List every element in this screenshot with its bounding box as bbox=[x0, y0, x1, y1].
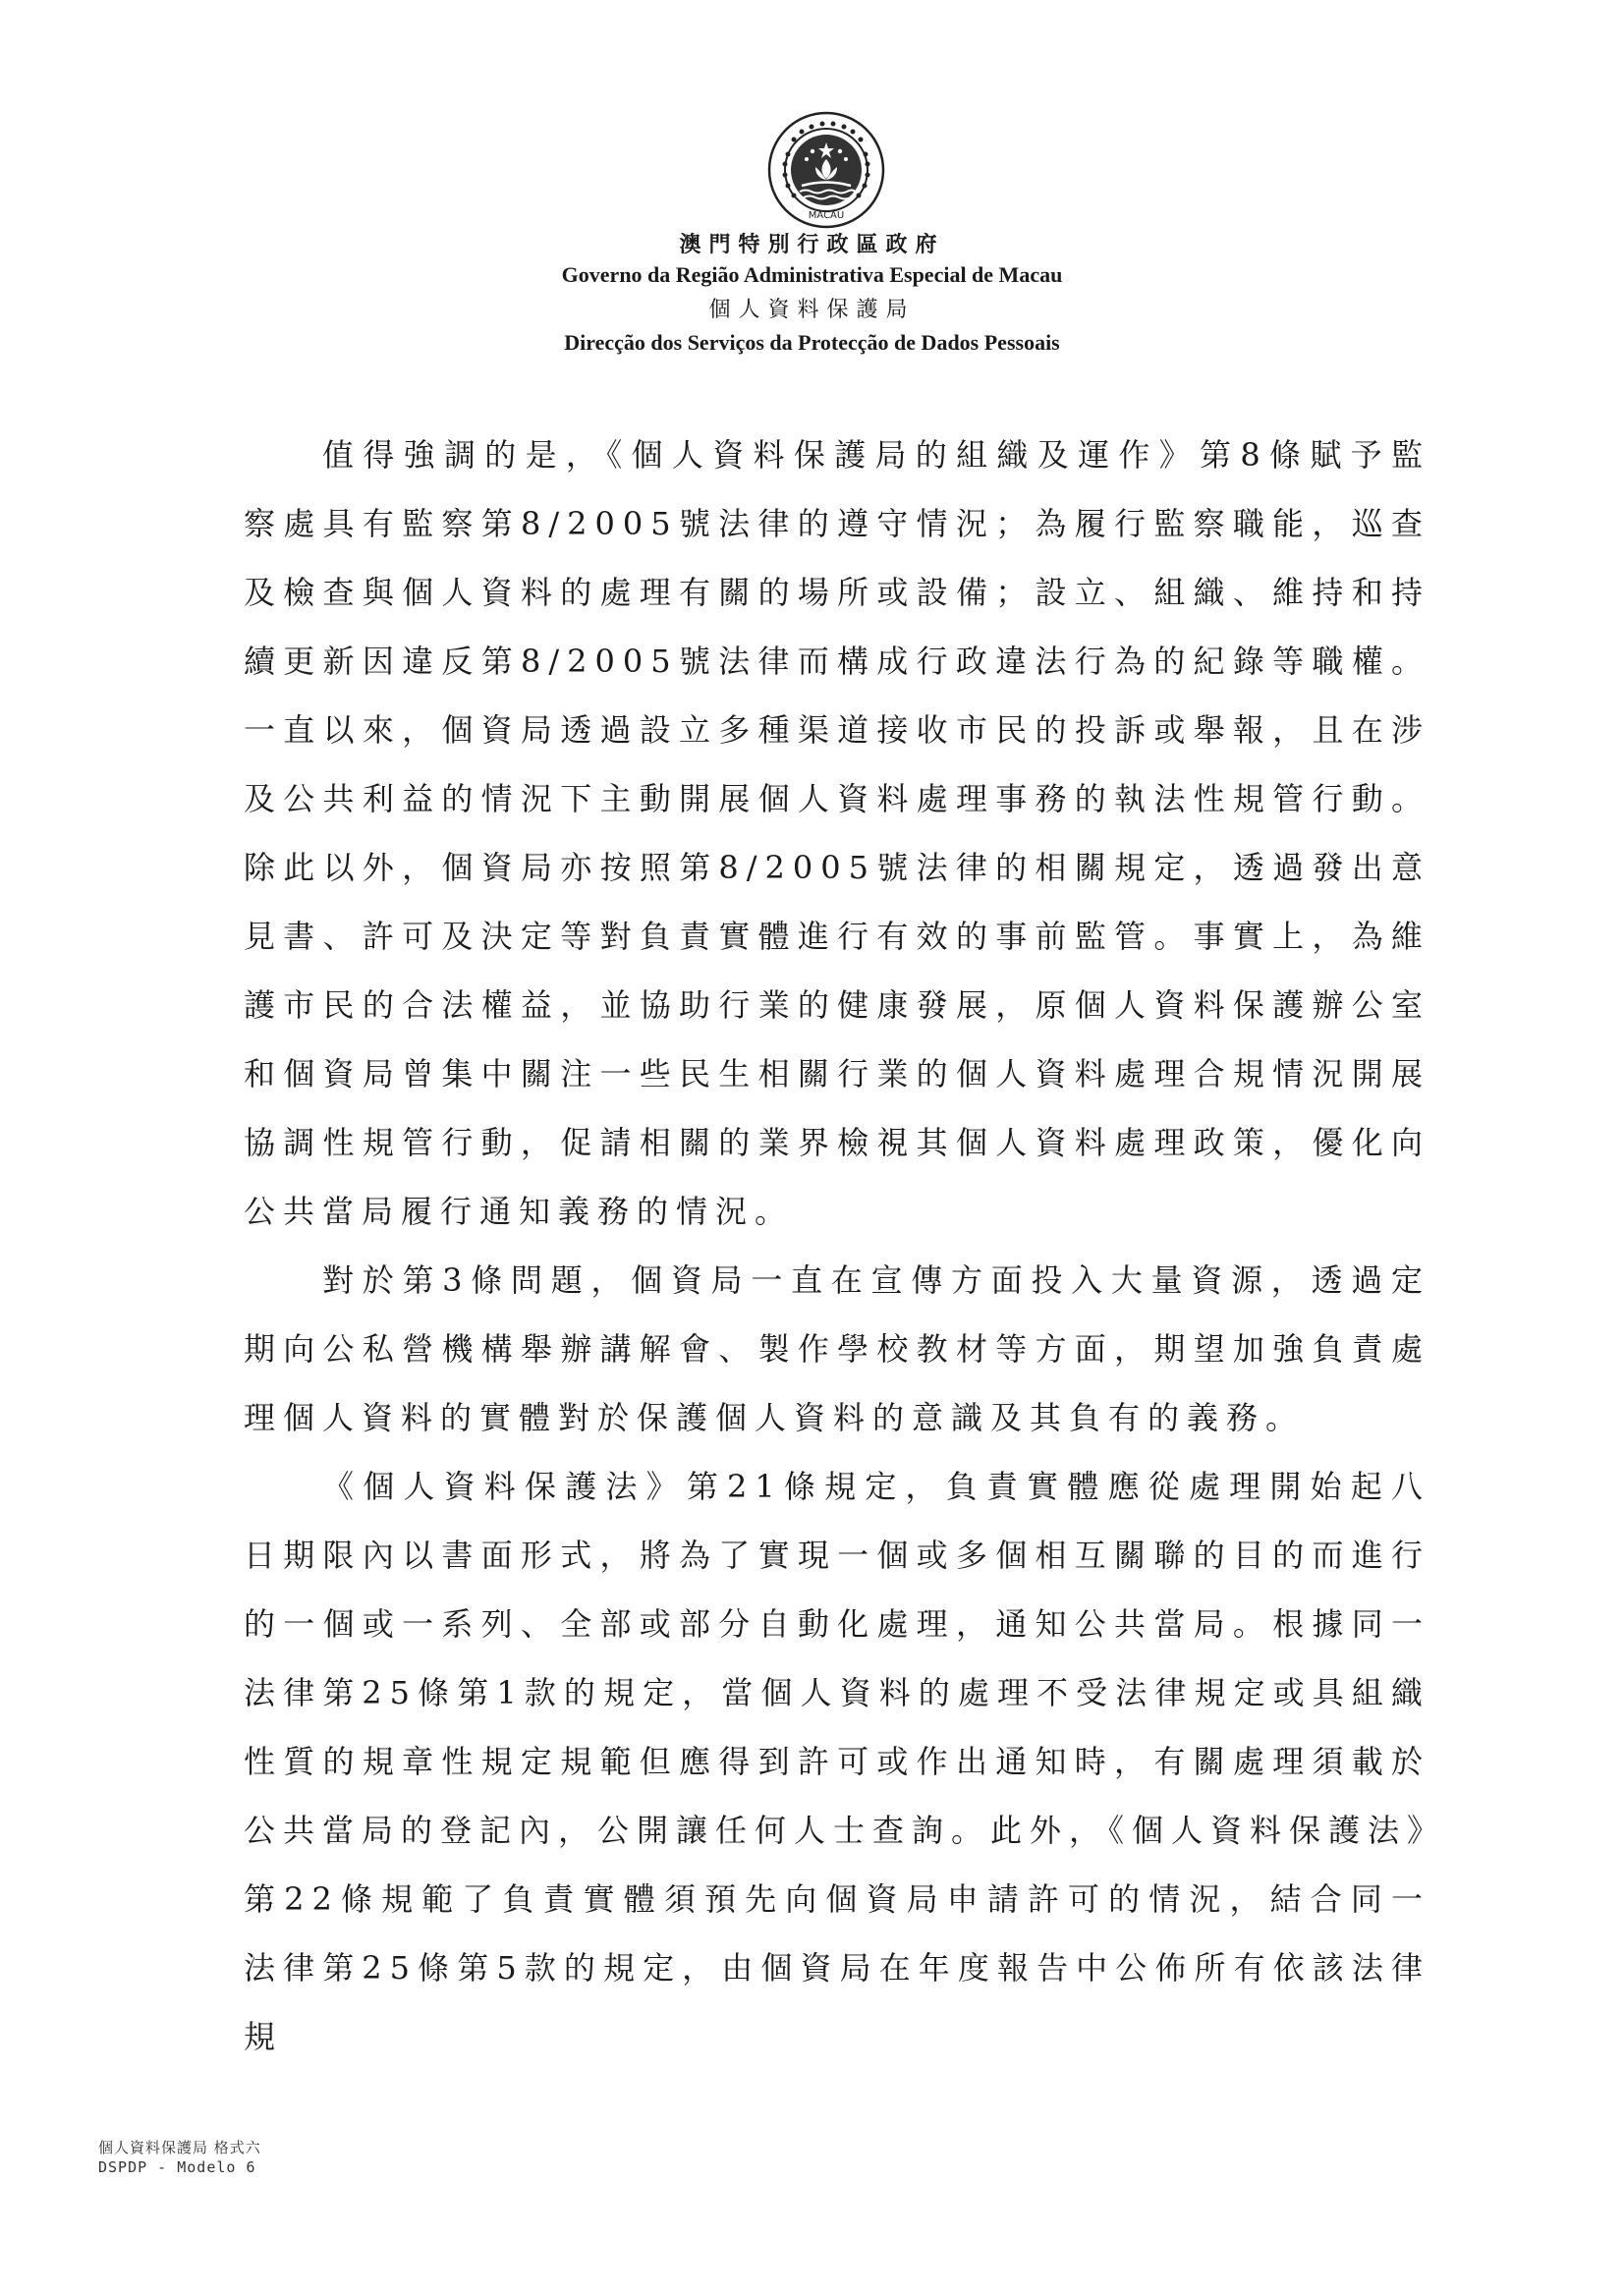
body-paragraph: 值得強調的是，《個人資料保護局的組織及運作》第8條賦予監察處具有監察第8/2005號法律的遵守情況；為履行監察職能，巡查及檢查與個人資料的處理有關的場所或設備；設立、組織、維持和持續更新因違反第8/2005號法律而構成行政違法行為的紀錄等職權。一直以來，個資局透過設立多種渠道接收市民的投訴或舉報，且在涉及公共利益的情況下主動開展個人資料處理事務的執法性規管行動。除此以外，個資局亦按照第8/2005號法律的相關規定，透過發出意見書、許可及決定等對負責實體進行有效的事前監管。事實上，為維護市民的合法權益，並協助行業的健康發展，原個人資料保護辦公室和個資局曾集中關注一些民生相關行業的個人資料處理合規情況開展協調性規管行動，促請相關的業界檢視其個人資料處理政策，優化向公共當局履行通知義務的情況。 bbox=[244, 436, 1430, 1230]
emblem-label: MACAU bbox=[808, 210, 845, 221]
document-body bbox=[244, 420, 1430, 2071]
department-name-chinese: 個人資料保護局 bbox=[708, 298, 916, 322]
body-paragraph: 《個人資料保護法》第21條規定，負責實體應從處理開始起八日期限內以書面形式，將為了實現一個或多個相互關聯的目的而進行的一個或一系列、全部或部分自動化處理，通知公共當局。根據同一法律第25條第1款的規定，當個人資料的處理不受法律規定或具組織性質的規章性規定規範但應得到許可或作出通知時，有關處理須載於公共當局的登記內，公開讓任何人士查詢。此外，《個人資料保護法》第22條規範了負責實體須預先向個資局申請許可的情況，結合同一法律第25條第5款的規定，由個資局在年度報告中公佈所有依該法律規 bbox=[244, 1468, 1431, 2055]
form-footer bbox=[98, 2138, 261, 2177]
government-name-chinese: 澳門特別行政區政府 bbox=[679, 232, 945, 257]
department-name-portuguese: Direcção dos Serviços da Protecção de Dados Pessoais bbox=[564, 330, 1060, 355]
form-code-chinese: 個人資料保護局 格式六 bbox=[98, 2139, 261, 2156]
government-name-portuguese: Governo da Região Administrativa Especial de Macau bbox=[561, 262, 1063, 287]
body-paragraph: 對於第3條問題，個資局一直在宣傳方面投入大量資源，透過定期向公私營機構舉辦講解會、製作學校教材等方面，期望加強負責處理個人資料的實體對於保護個人資料的意識及其負有的義務。 bbox=[244, 1261, 1430, 1436]
letterhead bbox=[0, 228, 1624, 358]
form-code-portuguese: DSPDP - Modelo 6 bbox=[98, 2158, 256, 2176]
macau-emblem-icon bbox=[766, 110, 886, 230]
